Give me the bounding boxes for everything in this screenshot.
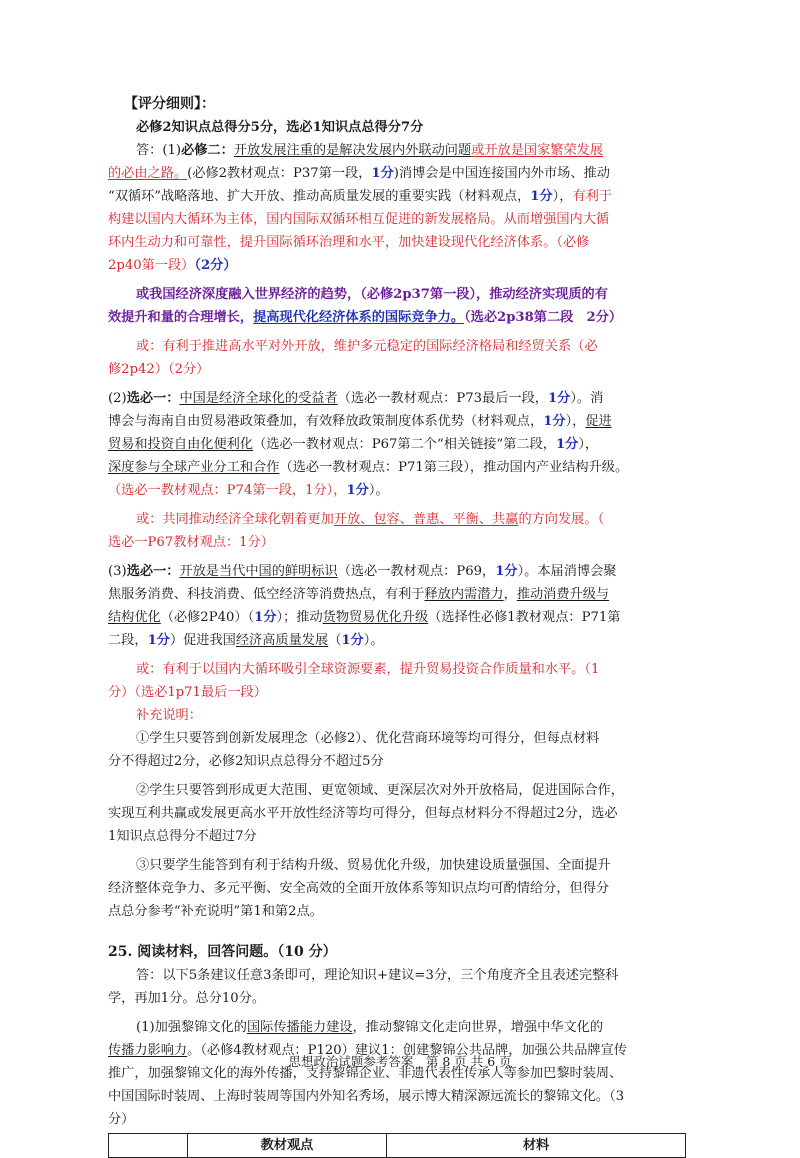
- part1-line9: 或：有利于推进高水平对外开放，维护多元稳定的国际经济格局和经贸关系（必: [136, 339, 598, 354]
- part1-line10: 修2p42）（2分）: [108, 362, 210, 377]
- supplement-p3-line1: ③只要学生能答到有利于结构升级、贸易优化升级，加快建设质量强国、全面提升: [136, 858, 611, 873]
- part1-line1: 答：(1)必修二：开放发展注重的是解决发展内外联动问题或开放是国家繁荣发展: [136, 143, 604, 158]
- table-header-cell: 教材观点: [188, 1134, 387, 1158]
- part2-line7: 选必一P67教材观点：1分）: [108, 535, 274, 550]
- supplement-title: 补充说明：: [136, 708, 202, 723]
- part2-line2: 博会与海南自由贸易港政策叠加，有效释放政策制度体系优势（材料观点，1分），促进: [108, 414, 612, 429]
- answer-page: [108, 93, 690, 1158]
- q25-p1-line5: 分）: [108, 1112, 135, 1127]
- part1-line7: 或我国经济深度融入世界经济的趋势，（必修2p37第一段），推动经济实现质的有: [136, 287, 608, 302]
- q25-p1-line4: 中国国际时装周、上海时装周等国内外知名秀场，展示博大精深源远流长的黎锦文化。（3: [108, 1089, 625, 1104]
- page-footer: 思想政治试题参考答案 第 8 页 共 6 页: [288, 1054, 512, 1069]
- supplement-p3-line2: 经济整体竞争力、多元平衡、安全高效的全面开放体系等知识点均可酌情给分，但得分: [108, 881, 610, 896]
- scoring-table: [108, 1133, 686, 1158]
- q25-p1-line1: (1)加强黎锦文化的国际传播能力建设，推动黎锦文化走向世界，增强中华文化的: [136, 1020, 604, 1035]
- part3-line5: 或：有利于以国内大循环吸引全球资源要素，提升贸易投资合作质量和水平。（1: [136, 662, 600, 677]
- part1-line4: 构建以国内大循环为主体，国内国际双循环相互促进的新发展格局。从而增强国内大循: [108, 212, 610, 227]
- part2-line5: （选必一教材观点：P74第一段，1分），1分）。: [108, 483, 389, 498]
- part1-line2: 的必由之路。(必修2教材观点：P37第一段，1分)消博会是中国连接国内外市场、推动: [108, 166, 610, 181]
- supplement-p2-line2: 实现互利共赢或发展更高水平开放性经济等均可得分，但每点材料分不得超过2分，选必: [108, 806, 618, 821]
- part2-line6: 或：共同推动经济全球化朝着更加开放、包容、普惠、平衡、共赢的方向发展。（: [136, 512, 605, 527]
- q25-answer-line2: 学，再加1分。总分10分。: [108, 991, 266, 1006]
- part1-line5: 环内生动力和可靠性，提升国际循环治理和水平，加快建设现代化经济体系。（必修: [108, 235, 590, 250]
- supplement-p1-line1: ①学生只要答到创新发展理念（必修2）、优化营商环境等均可得分，但每点材料: [136, 731, 600, 746]
- q25-answer-line1: 答：以下5条建议任意3条即可，理论知识+建议=3分，三个角度齐全且表述完整科: [136, 968, 619, 983]
- part1-line8: 效提升和量的合理增长，提高现代化经济体系的国际竞争力。（选必2p38第二段 2分）: [108, 310, 623, 325]
- q25-title: 25. 阅读材料，回答问题。（10 分）: [108, 944, 337, 960]
- part3-line1: (3)选必一：开放是当代中国的鲜明标识（选必一教材观点：P69，1分）。本届消博会聚: [108, 564, 617, 579]
- table-header-cell: 材料: [387, 1134, 686, 1158]
- part2-line4: 深度参与全球产业分工和合作（选必一教材观点：P71第三段），推动国内产业结构升级。: [108, 460, 629, 475]
- part3-line6: 分）（选必1p71最后一段）: [108, 685, 267, 700]
- supplement-p2-line3: 1知识点总得分不超过7分: [108, 829, 257, 844]
- table-header-cell: [109, 1134, 188, 1158]
- q25-p1-line2: 传播力影响力。（必修4教材观点：P120）建议1：创建黎锦公共品牌，加强公共品牌宣传: [108, 1043, 627, 1058]
- part2-line1: (2)选必一：中国是经济全球化的受益者（选必一教材观点：P73最后一段，1分）。消: [108, 391, 604, 406]
- rules-subtitle: 必修2知识点总得分5分，选必1知识点总得分7分: [136, 120, 424, 135]
- part1-line3: “双循环”战略落地、扩大开放、推动高质量发展的重要实践（材料观点，1分），有利于: [108, 189, 613, 204]
- part3-line3: 结构优化（必修2P40）（1分）；推动货物贸易优化升级（选择性必修1教材观点：P71第: [108, 610, 621, 625]
- rules-title: 【评分细则】：: [124, 96, 215, 112]
- supplement-p2-line1: ②学生只要答到形成更大范围、更宽领域、更深层次对外开放格局，促进国际合作，: [136, 783, 624, 798]
- part3-line2: 焦服务消费、科技消费、低空经济等消费热点，有利于释放内需潜力，推动消费升级与: [108, 587, 610, 602]
- part3-line4: 二段，1分）促进我国经济高质量发展（1分）。: [108, 633, 384, 648]
- q25-p1-line3: 推广，加强黎锦文化的海外传播，支持黎锦企业、非遗代表性传承人等参加巴黎时装周、: [108, 1066, 623, 1081]
- table-header-row: [109, 1134, 686, 1158]
- supplement-p1-line2: 分不得超过2分，必修2知识点总得分不超过5分: [108, 754, 384, 769]
- supplement-p3-line3: 点总分参考“补充说明”第1和第2点。: [108, 904, 323, 919]
- part2-line3: 贸易和投资自由化便利化（选必一教材观点：P67第二个“相关链接”第二段，1分），: [108, 437, 599, 452]
- part1-line6: 2p40第一段）（2分）: [108, 258, 237, 273]
